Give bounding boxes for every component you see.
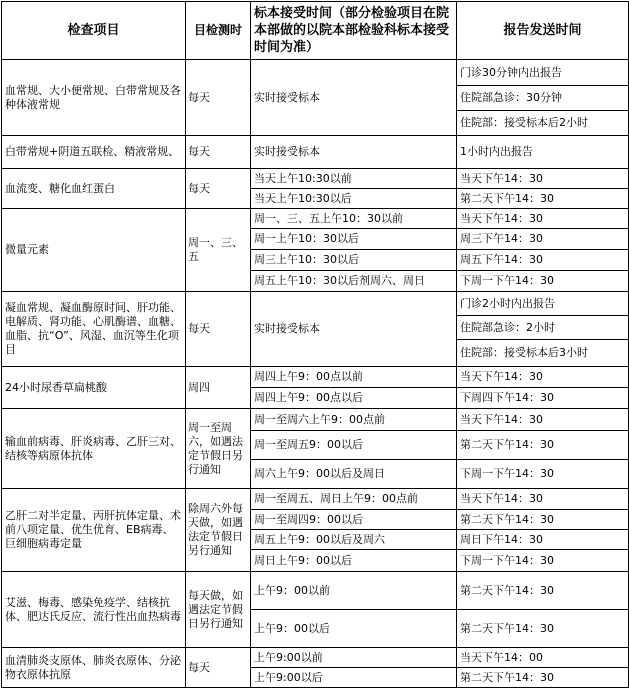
- frequency-cell: 周一、三、五: [186, 209, 251, 292]
- report-cell: 住院部急诊：30分钟: [457, 86, 629, 111]
- report-cell: 下周一下午14：30: [457, 460, 629, 489]
- receive-cell: 周五上午10：30以后剂周六、周日: [251, 271, 457, 292]
- header-report-time: 报告发送时间: [457, 2, 629, 60]
- receive-cell: 上午9：00以后: [251, 610, 457, 648]
- item-cell: 微量元素: [2, 209, 186, 292]
- header-frequency: 目检测时: [186, 2, 251, 60]
- item-cell: 血清肺炎支原体、肺炎衣原体、分泌物衣原体抗原: [2, 648, 186, 688]
- report-cell: 当天下午14：30: [457, 367, 629, 388]
- item-cell: 乙肝二对半定量、丙肝抗体定量、术前八项定量、优生优育、EB病毒、巨细胞病毒定量: [2, 489, 186, 572]
- report-cell: 当天下午14：30: [457, 209, 629, 229]
- report-cell: 当天下午14：00: [457, 648, 629, 668]
- table-row: [2, 367, 629, 388]
- report-cell: 当天下午14：30: [457, 169, 629, 189]
- frequency-cell: 每天做，如遇法定节假日另行通知: [186, 572, 251, 648]
- report-cell: 住院部：接受标本后2小时: [457, 111, 629, 136]
- report-cell: 门诊30分钟内出报告: [457, 60, 629, 86]
- receive-cell: 周四上午9：00点以后: [251, 388, 457, 409]
- receive-cell: 实时接受标本: [251, 60, 457, 136]
- receive-cell: 周一至周五9：00以后: [251, 431, 457, 460]
- item-cell: 24小时尿香草扁桃酸: [2, 367, 186, 409]
- report-cell: 第二天下午14：30: [457, 189, 629, 209]
- receive-cell: 周一至周四9：00以后: [251, 510, 457, 530]
- report-cell: 下周一下午14：30: [457, 271, 629, 292]
- frequency-cell: 周四: [186, 367, 251, 409]
- table-row: [2, 648, 629, 668]
- frequency-cell: 每天: [186, 648, 251, 688]
- report-cell: 住院部：接受标本后3小时: [457, 340, 629, 367]
- report-cell: 第二天下午14：30: [457, 610, 629, 648]
- table-row: [2, 572, 629, 610]
- report-cell: 第二天下午14：30: [457, 572, 629, 610]
- report-cell: 当天下午14：30: [457, 489, 629, 510]
- header-item: 检查项目: [2, 2, 186, 60]
- item-cell: 白带常规+阴道五联检、精液常规、: [2, 136, 186, 169]
- item-cell: 艾滋、梅毒、感染免疫学、结核抗体、肥达氏反应、流行性出血热病毒: [2, 572, 186, 648]
- table-row: [2, 292, 629, 316]
- report-cell: 第二天下午14：30: [457, 431, 629, 460]
- receive-cell: 周一至周六上午9：00点前: [251, 409, 457, 431]
- frequency-cell: 每天: [186, 60, 251, 136]
- receive-cell: 当天上午10:30以后: [251, 189, 457, 209]
- table-row: [2, 209, 629, 229]
- receive-cell: 周六上午9：00以后及周日: [251, 460, 457, 489]
- receive-cell: 实时接受标本: [251, 292, 457, 367]
- report-cell: 周日下午14：30: [457, 530, 629, 550]
- schedule-table: [1, 1, 629, 688]
- receive-cell: 周日上午9：00以后: [251, 550, 457, 572]
- receive-cell: 上午9：00以前: [251, 572, 457, 610]
- table-row: [2, 409, 629, 431]
- report-cell: 住院部急诊：2小时: [457, 316, 629, 340]
- header-receive-time: 标本接受时间（部分检验项目在院本部做的以院本部检验科标本接受时间为准）: [251, 2, 457, 60]
- report-cell: 周三下午14：30: [457, 229, 629, 250]
- receive-cell: 当天上午10:30以前: [251, 169, 457, 189]
- item-cell: 血常规、大小便常规、白带常规及各种体液常规: [2, 60, 186, 136]
- report-cell: 下周一下午14：30: [457, 550, 629, 572]
- receive-cell: 实时接受标本: [251, 136, 457, 169]
- receive-cell: 上午9:00以前: [251, 648, 457, 668]
- item-cell: 输血前病毒、肝炎病毒、乙肝三对、结核等病原体抗体: [2, 409, 186, 489]
- report-cell: 下周四下午14：30: [457, 388, 629, 409]
- table-row: [2, 169, 629, 189]
- receive-cell: 周一至周五、周日上午9：00点前: [251, 489, 457, 510]
- frequency-cell: 除周六外每天做，如遇法定节假日另行通知: [186, 489, 251, 572]
- table-row: [2, 60, 629, 86]
- receive-cell: 周五上午9：00以后及周六: [251, 530, 457, 550]
- report-cell: 第二天下午14：30: [457, 510, 629, 530]
- report-cell: 门诊2小时内出报告: [457, 292, 629, 316]
- report-cell: 当天下午14：30: [457, 409, 629, 431]
- frequency-cell: 每天: [186, 136, 251, 169]
- receive-cell: 上午9:00以后: [251, 668, 457, 688]
- receive-cell: 周一、三、五上午10：30以前: [251, 209, 457, 229]
- table-row: [2, 136, 629, 169]
- receive-cell: 周一上午10：30以后: [251, 229, 457, 250]
- header-row: [2, 2, 629, 60]
- frequency-cell: 每天: [186, 169, 251, 209]
- report-cell: 周五下午14：30: [457, 250, 629, 271]
- frequency-cell: 周一至周六，如遇法定节假日另行通知: [186, 409, 251, 489]
- item-cell: 血流变、糖化血红蛋白: [2, 169, 186, 209]
- report-cell: 1小时内出报告: [457, 136, 629, 169]
- item-cell: 凝血常规、凝血酶原时间、肝功能、电解质、肾功能、心肌酶谱、血糖、血脂、抗“O”、风湿、血沉等生化项目: [2, 292, 186, 367]
- report-cell: 第二天下午14：30: [457, 668, 629, 688]
- receive-cell: 周四上午9：00点以前: [251, 367, 457, 388]
- table-row: [2, 489, 629, 510]
- frequency-cell: 每天: [186, 292, 251, 367]
- receive-cell: 周三上午10：30以后: [251, 250, 457, 271]
